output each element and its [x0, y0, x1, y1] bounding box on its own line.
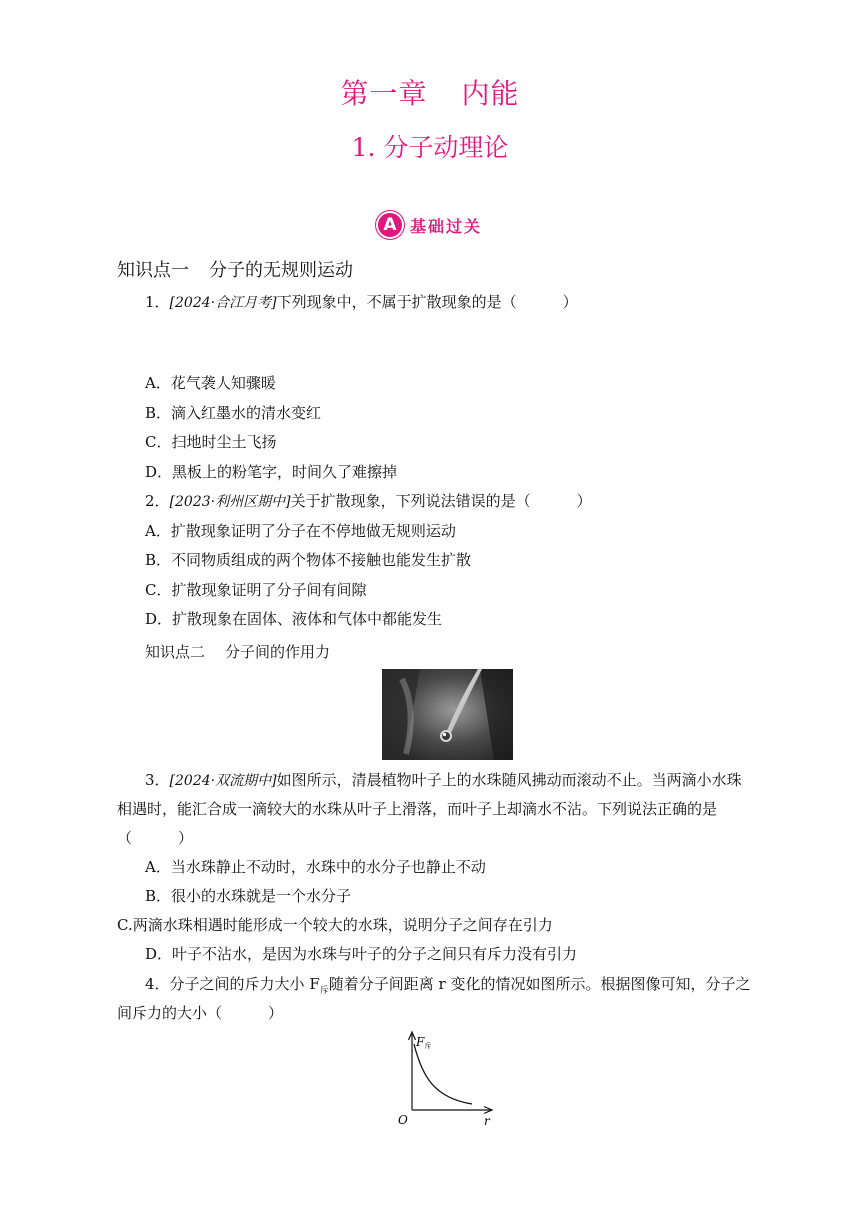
answer-paren-close: ） [562, 293, 578, 311]
question-number: 4． [145, 975, 170, 993]
x-axis-label: r [484, 1114, 490, 1128]
option: D．叶子不沾水，是因为水珠与叶子的分子之间只有斥力没有引力 [145, 945, 578, 963]
knowledge-point-heading [117, 256, 353, 282]
question-number: 1． [145, 293, 170, 311]
question-3-stem-cont: 相遇时，能汇合成一滴较大的水珠从叶子上滑落，而叶子上却滴水不沾。下列说法正确的是 [117, 800, 718, 818]
kp-title: 分子的无规则运动 [209, 260, 353, 281]
section-label: 基础过关 [410, 216, 483, 236]
kp-label: 知识点一 [117, 260, 189, 281]
knowledge-point-heading [145, 641, 330, 662]
question-3-stem [145, 770, 742, 791]
question-source: [2023·利州区期中] [169, 494, 291, 510]
option: B．不同物质组成的两个物体不接触也能发生扩散 [145, 551, 472, 569]
force-curve [414, 1044, 472, 1104]
option: C．扫地时尘土飞扬 [145, 433, 277, 451]
question-number: 3． [145, 771, 170, 789]
repulsion-force-graph [392, 1028, 500, 1132]
subscript: 斥 [319, 986, 329, 996]
option: C.两滴水珠相遇时能形成一个较大的水珠，说明分子之间存在引力 [117, 916, 553, 934]
kp-title: 分子间的作用力 [225, 643, 331, 661]
question-number: 2． [145, 492, 170, 510]
answer-paren-open: （ [117, 829, 133, 847]
option: B．滴入红墨水的清水变红 [145, 404, 322, 422]
section-badge-icon: A [378, 213, 402, 237]
kp-label: 知识点二 [145, 643, 206, 661]
question-text: 关于扩散现象，下列说法错误的是（ [290, 492, 531, 510]
leaf-water-drop-photo [382, 669, 513, 760]
chapter-number: 第一章 [340, 77, 428, 110]
chapter-title [0, 72, 860, 112]
question-source: [2024·双流期中] [169, 773, 277, 789]
answer-paren-close: ） [268, 1004, 284, 1022]
option: A．当水珠静止不动时，水珠中的水分子也静止不动 [145, 858, 486, 876]
lesson-title: 1. 分子动理论 [351, 133, 509, 162]
option: D．扩散现象在固体、液体和气体中都能发生 [145, 610, 443, 628]
question-text: 间斥力的大小（ [117, 1004, 223, 1022]
question-2-stem [145, 491, 592, 512]
answer-paren-close: ） [576, 492, 592, 510]
option: A．花气袭人知骤暖 [145, 374, 276, 392]
question-text: 分子之间的斥力大小 F [169, 975, 320, 993]
y-axis-label: F斥 [416, 1035, 432, 1050]
question-text: 如图所示，清晨植物叶子上的水珠随风拂动而滚动不止。当两滴小水珠 [276, 771, 742, 789]
question-text: 随着分子间距离 r 变化的情况如图所示。根据图像可知，分子之 [328, 975, 751, 993]
section-badge [378, 213, 482, 241]
question-source: [2024·合江月考] [169, 295, 277, 311]
answer-paren-close: ） [178, 829, 194, 847]
option: D．黑板上的粉笔字，时间久了难擦掉 [145, 463, 398, 481]
origin-label: O [398, 1113, 408, 1127]
question-1-stem [145, 292, 578, 313]
question-text: 下列现象中，不属于扩散现象的是（ [276, 293, 517, 311]
option: A．扩散现象证明了分子在不停地做无规则运动 [145, 522, 456, 540]
chapter-name: 内能 [461, 77, 520, 110]
answer-paren [117, 828, 193, 848]
option: C．扩散现象证明了分子间有间隙 [145, 581, 367, 599]
question-4-stem [145, 974, 750, 1001]
option: B．很小的水珠就是一个水分子 [145, 887, 352, 905]
question-4-stem-cont [117, 1003, 283, 1023]
